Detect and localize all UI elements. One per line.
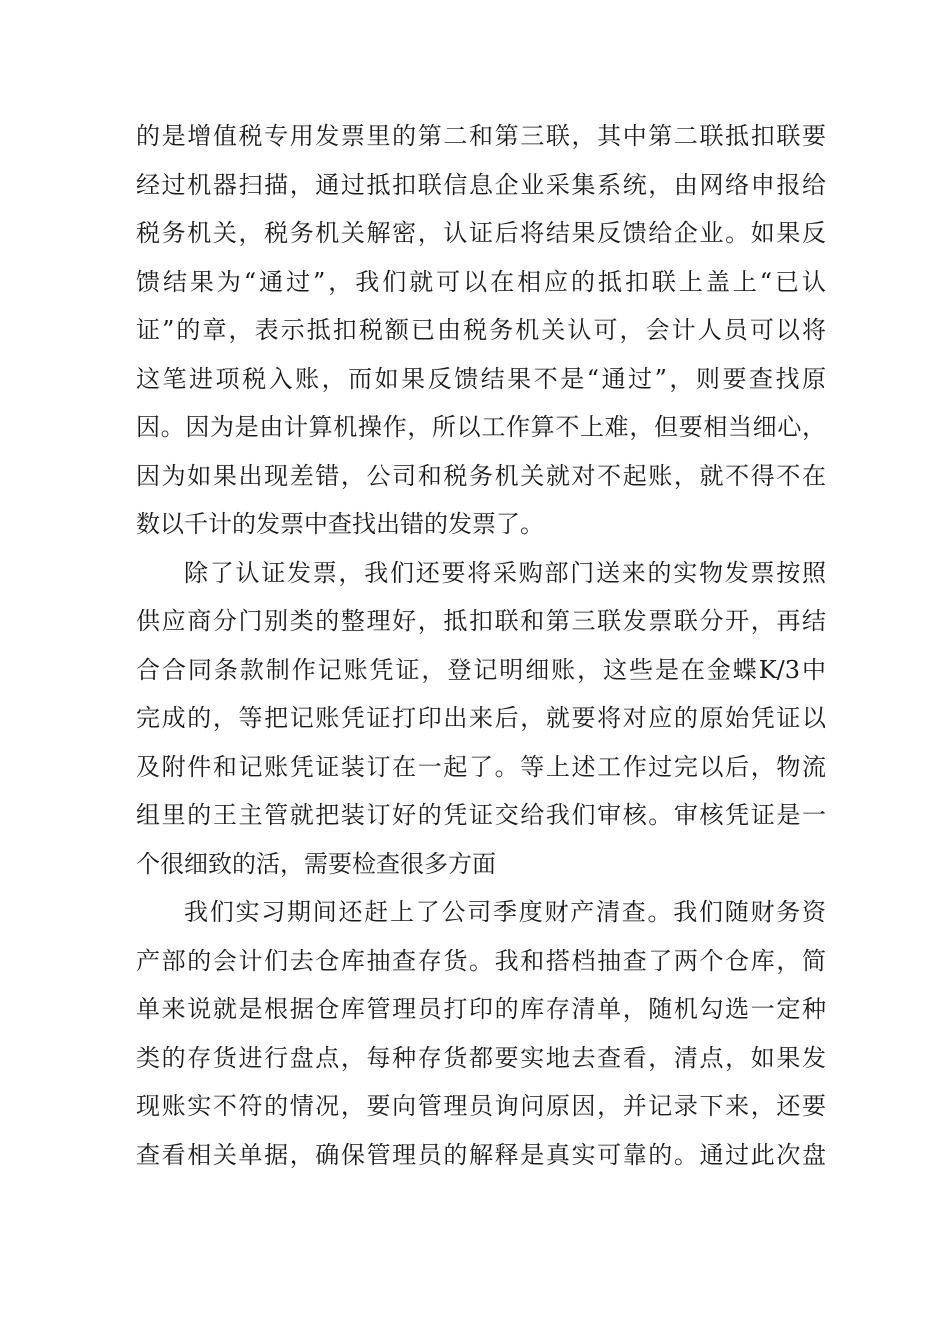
text-line: 的是增值税专用发票里的第二和第三联，其中第二联抵扣联要	[136, 122, 826, 150]
text-line: 除了认证发票，我们还要将采购部门送来的实物发票按照	[184, 558, 826, 587]
text-line: 供应商分门别类的整理好，抵扣联和第三联发票联分开，再结	[136, 607, 826, 635]
text-line: 馈结果为“通过”，我们就可以在相应的抵扣联上盖上“已认	[136, 267, 826, 296]
text-line: 组里的王主管就把装订好的凭证交给我们审核。审核凭证是一	[136, 801, 826, 829]
text-line: 及附件和记账凭证装订在一起了。等上述工作过完以后，物流	[136, 752, 826, 781]
text-line: 合合同条款制作记账凭证，登记明细账，这些是在金蝶K/3中	[136, 655, 826, 684]
text-line: 完成的，等把记账凭证打印出来后，就要将对应的原始凭证以	[136, 704, 826, 732]
text-line: 个很细致的活，需要检查很多方面	[136, 849, 496, 878]
text-line: 证”的章，表示抵扣税额已由税务机关认可，会计人员可以将	[136, 316, 826, 344]
text-line: 税务机关，税务机关解密，认证后将结果反馈给企业。如果反	[136, 219, 826, 247]
text-line: 现账实不符的情况，要向管理员询问原因，并记录下来，还要	[136, 1092, 826, 1120]
text-line: 经过机器扫描，通过抵扣联信息企业采集系统，由网络申报给	[136, 170, 826, 199]
text-line: 因为如果出现差错，公司和税务机关就对不起账，就不得不在	[136, 461, 826, 490]
text-line: 这笔进项税入账，而如果反馈结果不是“通过”，则要查找原	[136, 364, 826, 393]
body-text	[136, 112, 826, 1179]
text-line: 数以千计的发票中查找出错的发票了。	[136, 510, 544, 538]
text-line: 查看相关单据，确保管理员的解释是真实可靠的。通过此次盘	[136, 1140, 826, 1169]
text-line: 单来说就是根据仓库管理员打印的库存清单，随机勾选一定种	[136, 995, 826, 1023]
text-line: 产部的会计们去仓库抽查存货。我和搭档抽查了两个仓库，简	[136, 946, 826, 975]
text-line: 类的存货进行盘点，每种存货都要实地去查看，清点，如果发	[136, 1043, 826, 1072]
text-line: 我们实习期间还赶上了公司季度财产清查。我们随财务资	[184, 898, 826, 926]
text-line: 因。因为是由计算机操作，所以工作算不上难，但要相当细心，	[136, 413, 826, 441]
